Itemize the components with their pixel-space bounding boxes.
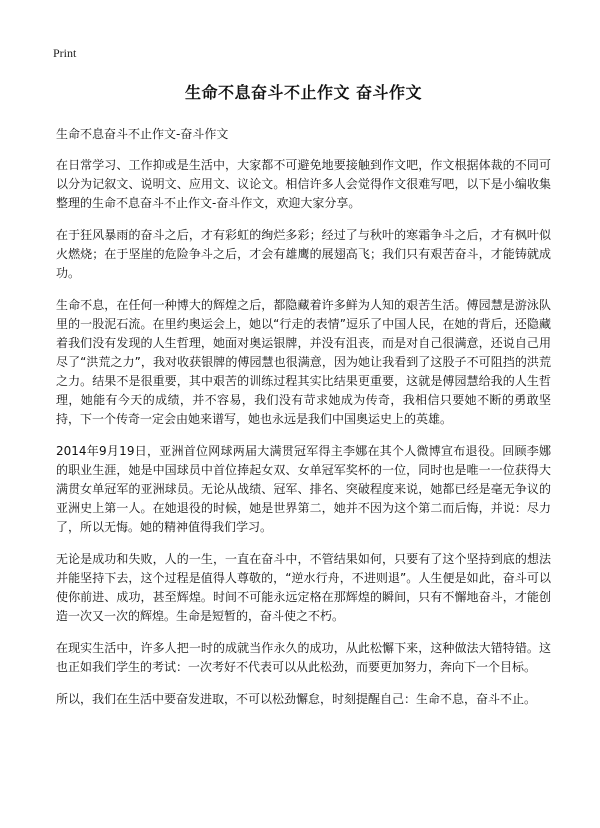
paragraph-intro: 在日常学习、工作抑或是生活中，大家都不可避免地要接触到作文吧，作文根据体裁的不同可以分为记叙文、说明文、应用文、议论文。相信许多人会觉得作文很难写吧，以下是小编收集整理的生命不息奋斗不止作文-奋斗作文，欢迎大家分享。 — [56, 158, 551, 210]
paragraph-fu-yuanhui: 生命不息，在任何一种博大的辉煌之后，都隐藏着许多鲜为人知的艰苦生活。傅园慧是游泳队里的一股泥石流。在里约奥运会上，她以“行走的表情”逗乐了中国人民，在她的背后，还隐藏着我们没有发现的人生哲理，她面对奥运银牌，并没有沮丧，而是对自己很满意，还说自己用尽了“洪荒之力”，我对收获银牌的傅园慧也很满意，因为她让我看到了这股子不可阻挡的洪荒之力。结果不是很重要，其中艰苦的训练过程其实比结果更重要，这就是傅园慧给我的人生哲理，她能有今天的成绩，并不容易，我们没有苛求她成为传奇，我相信只要她不断的勇敢坚持，下一个传奇一定会由她来谱写，她也永远是我们中国奥运史上的英雄。 — [56, 298, 551, 426]
paragraph-conclusion: 所以，我们在生活中要奋发进取，不可以松劲懈怠，时刻提醒自己：生命不息，奋斗不止。 — [56, 692, 537, 706]
paragraph-li-na: 2014年9月19日，亚洲首位网球两届大满贯冠军得主李娜在其个人微博宣布退役。回顾李娜的职业生涯，她是中国球员中首位捧起女双、女单冠军奖杯的一位，同时也是唯一一位获得大满贯女单冠军的亚洲球员。无论从战绩、冠军、排名、突破程度来说，她都已经是毫无争议的亚洲史上第一人。在她退役的时候，她是世界第二，她并不因为这个第二而后悔，并说：尽力了，所以无悔。她的精神值得我们学习。 — [56, 444, 551, 534]
print-link[interactable]: Print — [53, 46, 77, 60]
article — [56, 76, 551, 722]
paragraph-reality: 在现实生活中，许多人把一时的成就当作永久的成功，从此松懈下来，这种做法大错特错。这也正如我们学生的考试：一次考好不代表可以从此松劲，而要更加努力，奔向下一个目标。 — [56, 641, 551, 674]
paragraph-rainbow: 在于狂风暴雨的奋斗之后，才有彩虹的绚烂多彩；经过了与秋叶的寒霜争斗之后，才有枫叶似火燃烧；在于坚崖的危险争斗之后，才会有雄鹰的展翅高飞；我们只有艰苦奋斗，才能铸就成功。 — [56, 228, 551, 280]
article-title: 生命不息奋斗不止作文 奋斗作文 — [184, 83, 423, 102]
article-subtitle: 生命不息奋斗不止作文-奋斗作文 — [56, 127, 229, 141]
paragraph-success-failure: 无论是成功和失败，人的一生，一直在奋斗中，不管结果如何，只要有了这个坚持到底的想法并能坚持下去，这个过程是值得人尊敬的，“逆水行舟，不进则退”。人生便是如此，奋斗可以使你前进、成功，甚至辉煌。时间不可能永远定格在那辉煌的瞬间，只有不懈地奋斗，才能创造一次又一次的辉煌。生命是短暂的，奋斗使之不朽。 — [56, 552, 551, 623]
